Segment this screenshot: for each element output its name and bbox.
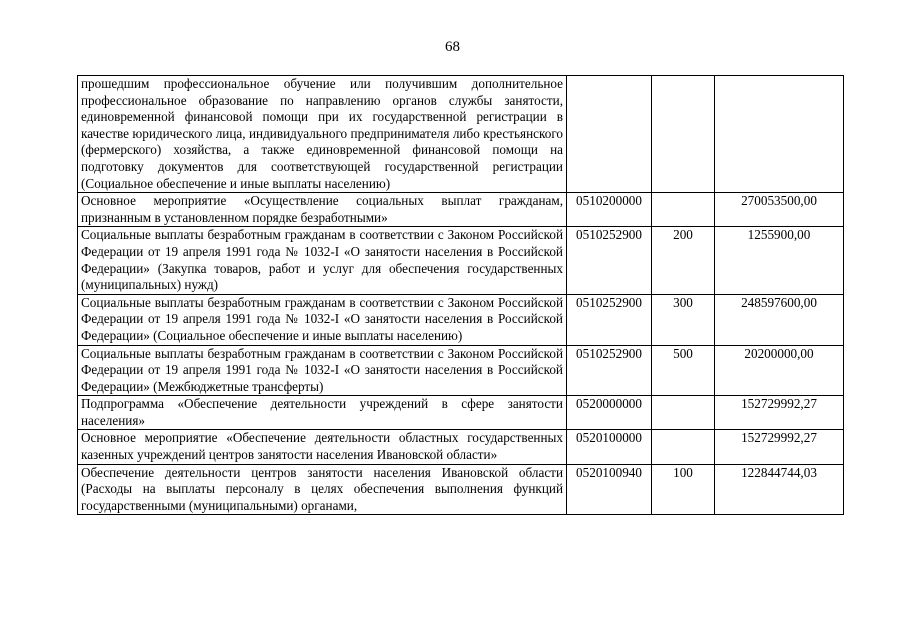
row-code: 0520100000 xyxy=(567,430,652,464)
row-amount: 122844744,03 xyxy=(715,464,844,515)
row-code: 0510252900 xyxy=(567,227,652,294)
row-expense-kind xyxy=(652,193,715,227)
row-expense-kind: 500 xyxy=(652,345,715,396)
row-description: Основное мероприятие «Обеспечение деятельности областных государственных казенных учреждений центров занятости населения Ивановской области» xyxy=(78,430,567,464)
row-expense-kind xyxy=(652,430,715,464)
budget-table xyxy=(77,75,844,515)
row-expense-kind xyxy=(652,396,715,430)
table-row xyxy=(78,430,844,464)
row-code: 0510200000 xyxy=(567,193,652,227)
table-row xyxy=(78,396,844,430)
row-expense-kind: 300 xyxy=(652,294,715,345)
row-code: 0510252900 xyxy=(567,345,652,396)
row-expense-kind: 200 xyxy=(652,227,715,294)
row-expense-kind xyxy=(652,76,715,193)
row-code: 0510252900 xyxy=(567,294,652,345)
row-code xyxy=(567,76,652,193)
row-description: Основное мероприятие «Осуществление социальных выплат гражданам, признанным в установленном порядке безработными» xyxy=(78,193,567,227)
table-row xyxy=(78,345,844,396)
row-description: Социальные выплаты безработным гражданам в соответствии с Законом Российской Федерации от 19 апреля 1991 года № 1032-I «О занятости населения в Российской Федерации» (Межбюджетные трансферты) xyxy=(78,345,567,396)
row-description: Обеспечение деятельности центров занятости населения Ивановской области (Расходы на выплаты персоналу в целях обеспечения выполнения функций государственными (муниципальными) органами, xyxy=(78,464,567,515)
table-row xyxy=(78,227,844,294)
row-code: 0520100940 xyxy=(567,464,652,515)
row-expense-kind: 100 xyxy=(652,464,715,515)
table-row xyxy=(78,193,844,227)
row-amount: 20200000,00 xyxy=(715,345,844,396)
row-amount: 152729992,27 xyxy=(715,396,844,430)
row-description: прошедшим профессиональное обучение или получившим дополнительное профессиональное образование по направлению органов службы занятости, единовременной финансовой помощи при их государственной регистрации в качестве юридического лица, индивидуального предпринимателя либо крестьянского (фермерского) хозяйства, а также единовременной финансовой помощи на подготовку документов для соответствующей государственной регистрации (Социальное обеспечение и иные выплаты населению) xyxy=(78,76,567,193)
row-amount: 270053500,00 xyxy=(715,193,844,227)
row-description: Социальные выплаты безработным гражданам в соответствии с Законом Российской Федерации от 19 апреля 1991 года № 1032-I «О занятости населения в Российской Федерации» (Социальное обеспечение и иные выплаты населению) xyxy=(78,294,567,345)
table-row xyxy=(78,464,844,515)
row-amount xyxy=(715,76,844,193)
row-code: 0520000000 xyxy=(567,396,652,430)
row-amount: 152729992,27 xyxy=(715,430,844,464)
row-amount: 1255900,00 xyxy=(715,227,844,294)
row-description: Социальные выплаты безработным гражданам в соответствии с Законом Российской Федерации от 19 апреля 1991 года № 1032-I «О занятости населения в Российской Федерации» (Закупка товаров, работ и услуг для обеспечения государственных (муниципальных) нужд) xyxy=(78,227,567,294)
table-row xyxy=(78,76,844,193)
table-row xyxy=(78,294,844,345)
row-description: Подпрограмма «Обеспечение деятельности учреждений в сфере занятости населения» xyxy=(78,396,567,430)
page-number: 68 xyxy=(445,39,460,55)
row-amount: 248597600,00 xyxy=(715,294,844,345)
